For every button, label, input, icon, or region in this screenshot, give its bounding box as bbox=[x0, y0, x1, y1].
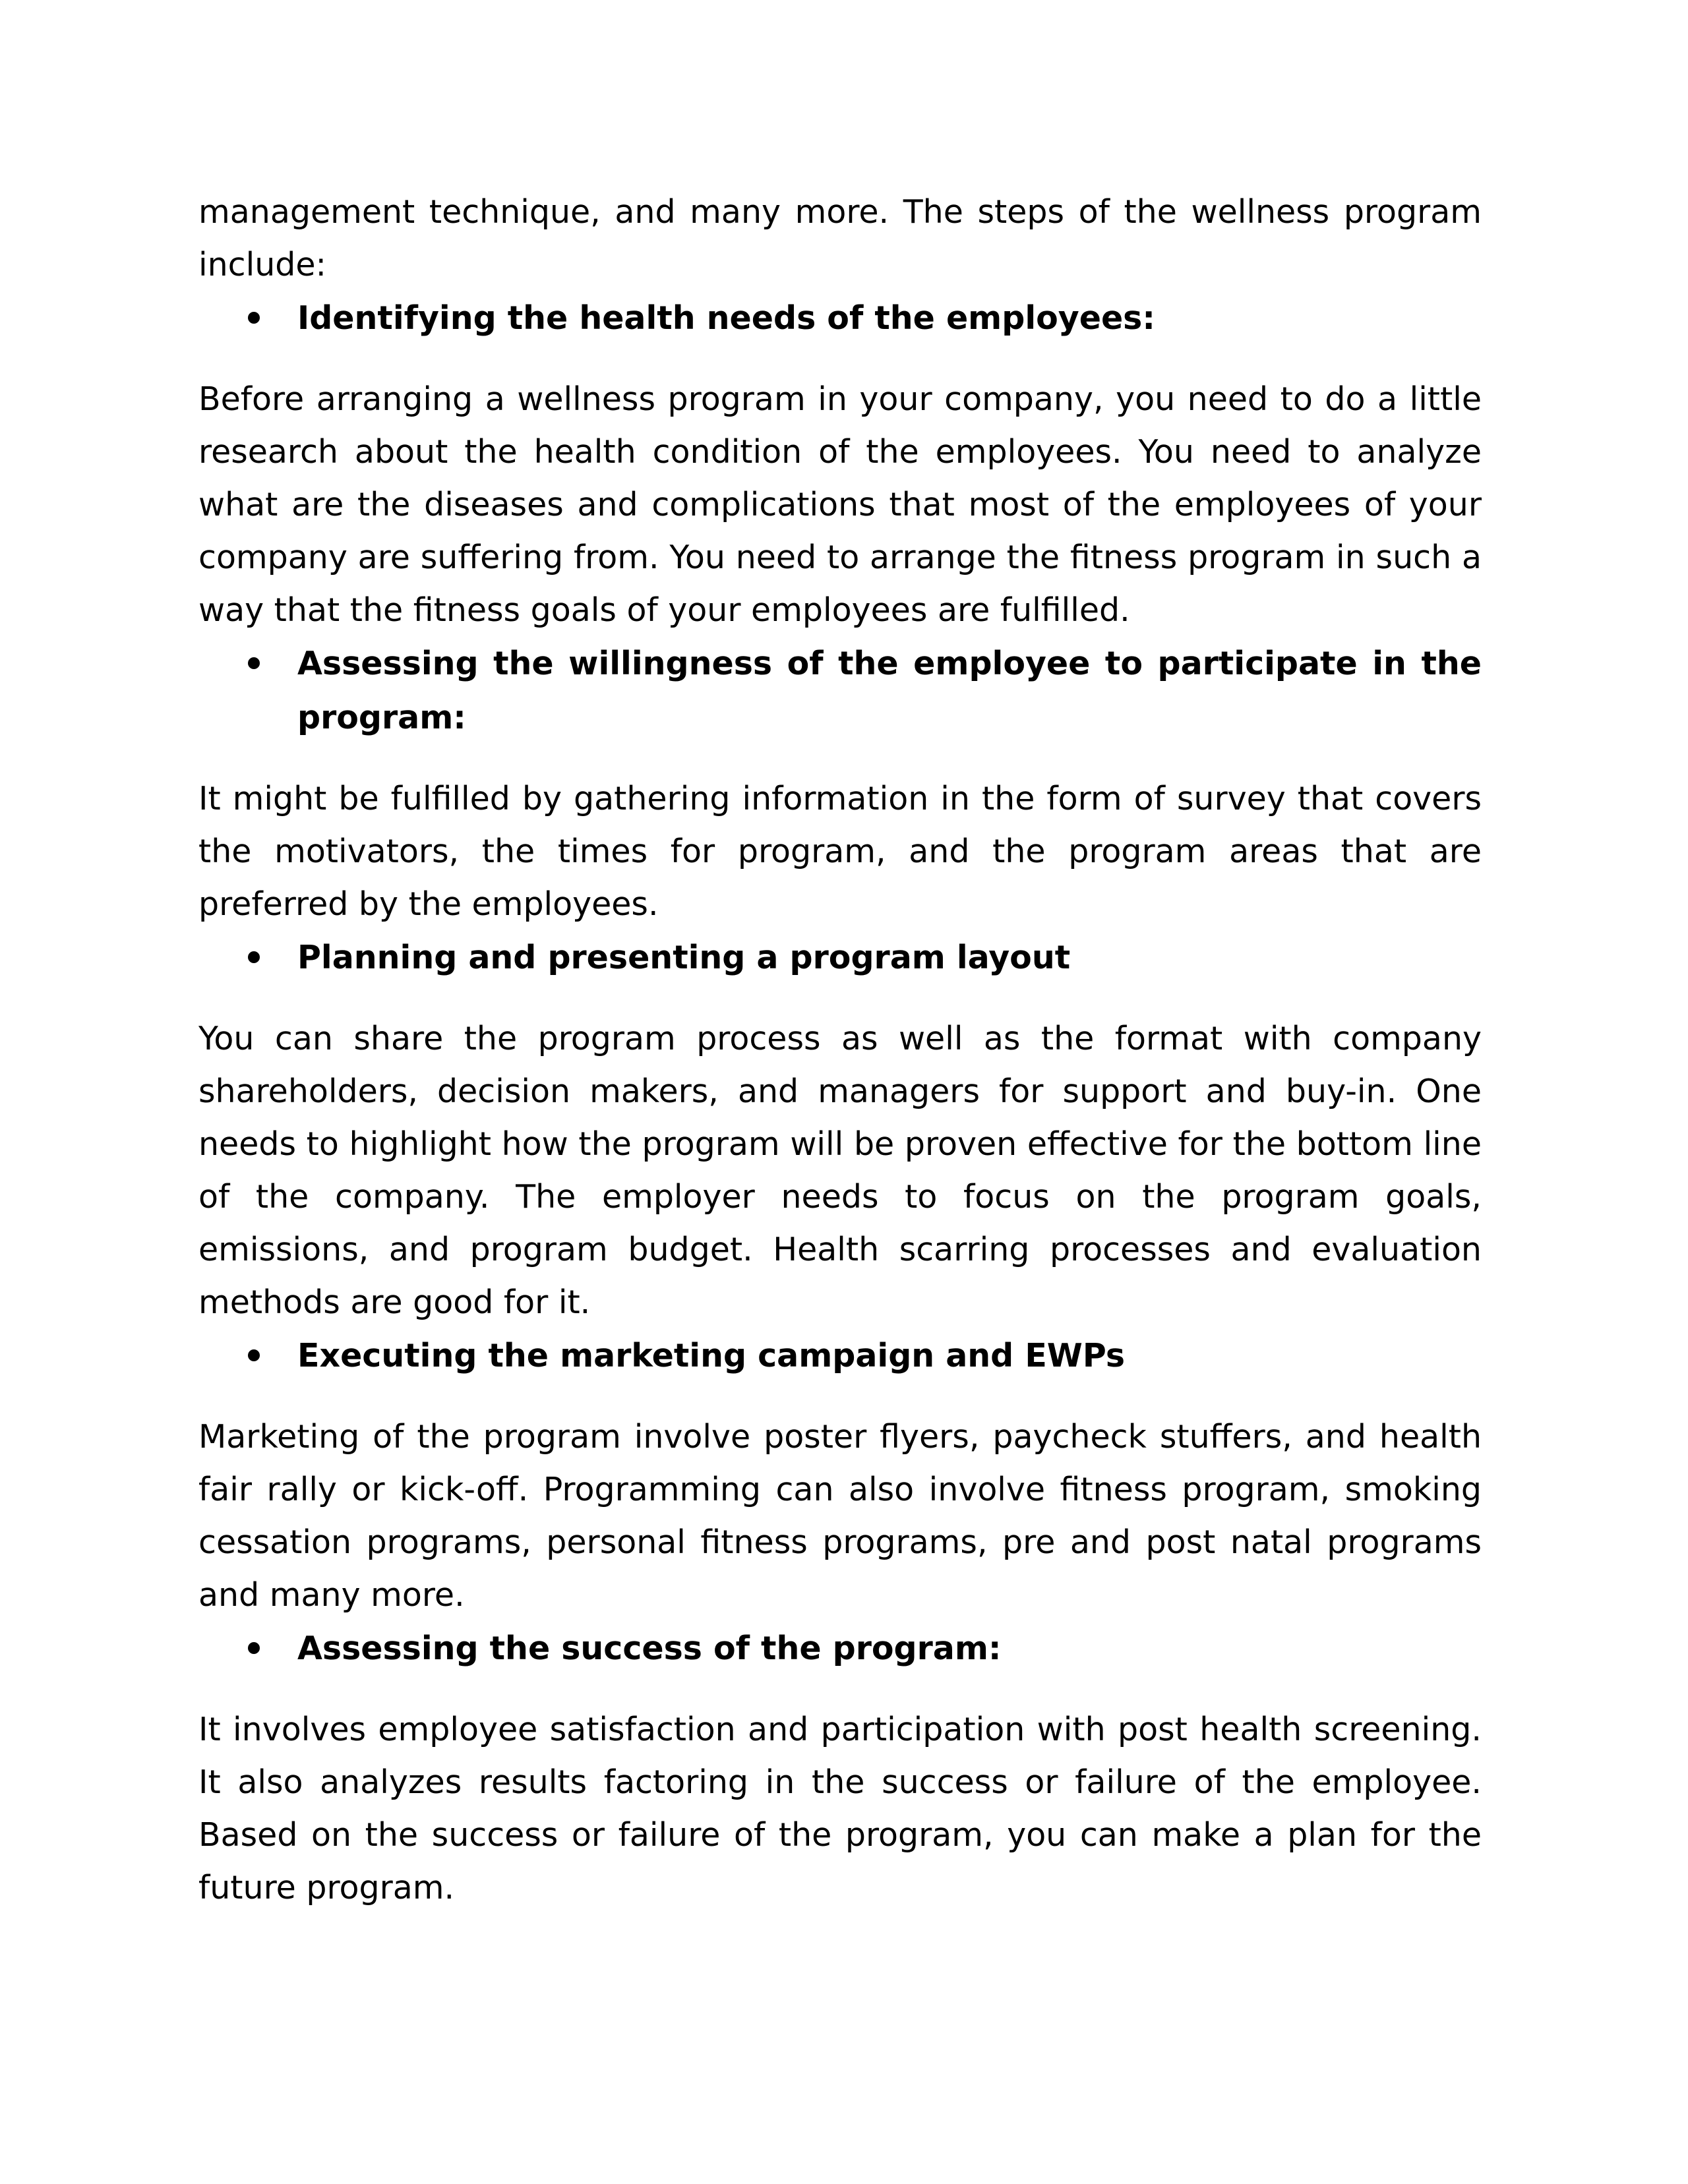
step-heading-5-text: Assessing the success of the program: bbox=[297, 1630, 1002, 1667]
step-heading-1-text: Identifying the health needs of the employees: bbox=[297, 299, 1155, 337]
step-body-5: It involves employee satisfaction and participation with post health screening. It also analyzes results factoring in the success or failure of the employee. Based on the success or failure of the program, you can make a plan for the future program. bbox=[198, 1711, 1482, 1906]
step-heading-1 bbox=[198, 291, 1482, 345]
intro-paragraph: management technique, and many more. The steps of the wellness program include: bbox=[198, 193, 1482, 283]
bullet-icon bbox=[248, 657, 260, 669]
document-page bbox=[198, 186, 1482, 1914]
step-heading-5 bbox=[198, 1622, 1482, 1676]
step-body-4: Marketing of the program involve poster flyers, paycheck stuffers, and health fair rally or kick-off. Programming can also involve fitness program, smoking cessation programs, personal fitness programs, pre and post natal programs and many more. bbox=[198, 1418, 1482, 1614]
step-body-2: It might be fulfilled by gathering information in the form of survey that covers the motivators, the times for program, and the program areas that are preferred by the employees. bbox=[198, 780, 1482, 923]
step-body-3: You can share the program process as well as the format with company shareholders, decision makers, and managers for support and buy-in. One needs to highlight how the program will be proven effective for the bottom line of the company. The employer needs to focus on the program goals, emissions, and program budget. Health scarring processes and evaluation methods are good for it. bbox=[198, 1020, 1482, 1321]
step-heading-3 bbox=[198, 931, 1482, 985]
bullet-icon bbox=[248, 312, 260, 324]
step-heading-4-text: Executing the marketing campaign and EWPs bbox=[297, 1337, 1126, 1374]
bullet-icon bbox=[248, 1349, 260, 1361]
bullet-icon bbox=[248, 1642, 260, 1654]
step-body-1: Before arranging a wellness program in your company, you need to do a little research about the health condition of the employees. You need to analyze what are the diseases and complications that most of the employees of your company are suffering from. You need to arrange the fitness program in such a way that the fitness goals of your employees are fulfilled. bbox=[198, 380, 1482, 629]
step-heading-3-text: Planning and presenting a program layout bbox=[297, 939, 1071, 976]
bullet-icon bbox=[248, 951, 260, 963]
step-heading-2 bbox=[198, 637, 1482, 745]
step-heading-4 bbox=[198, 1329, 1482, 1383]
step-heading-2-text: Assessing the willingness of the employee to participate in the program: bbox=[297, 645, 1482, 736]
